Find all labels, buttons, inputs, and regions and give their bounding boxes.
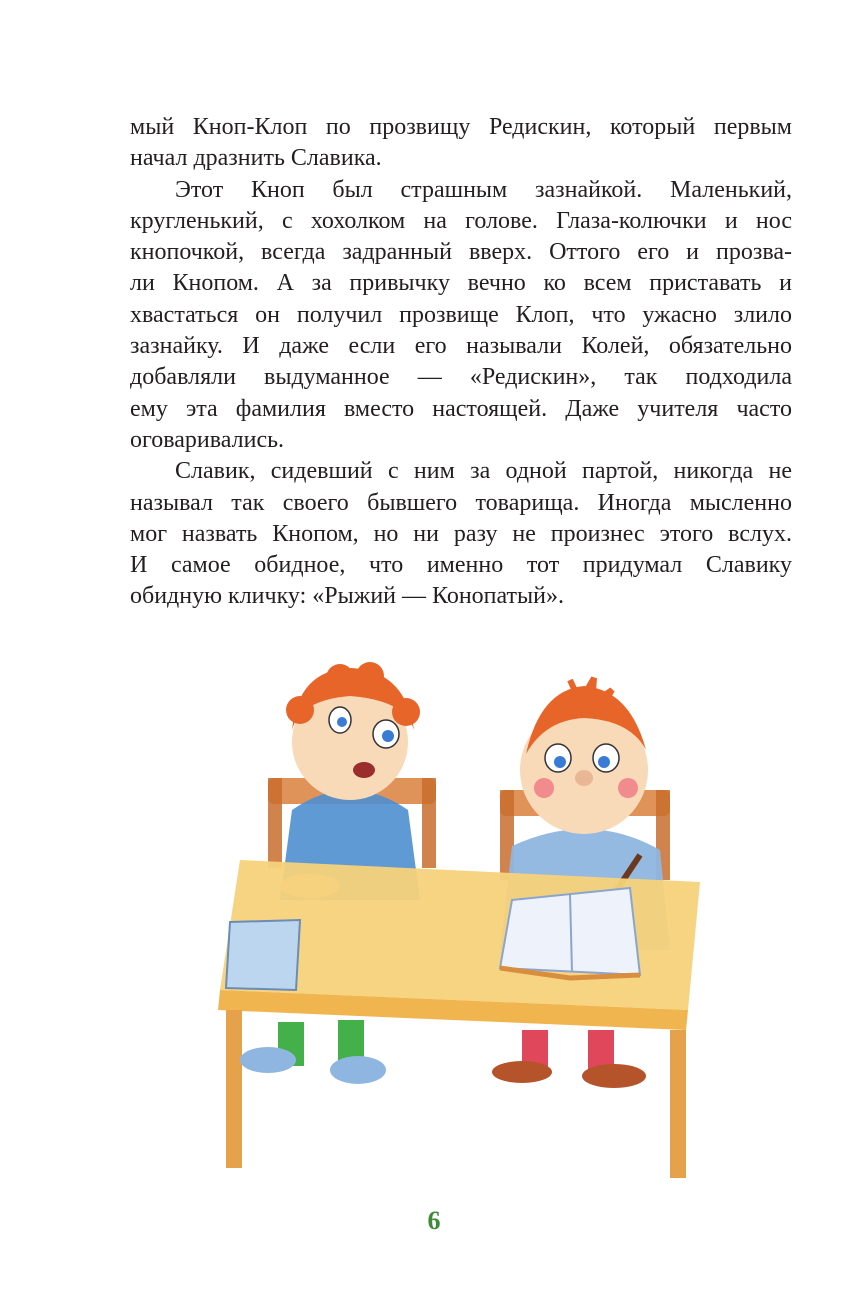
text-line: кнопочкой, всегда задранный вверх. Оттого его и прозва- xyxy=(130,239,792,266)
body-text xyxy=(130,112,792,613)
text-line: обидную кличку: «Рыжий — Конопатый». xyxy=(130,583,564,610)
text-line: кругленький, с хохолком на голове. Глаза-колючки и нос xyxy=(130,207,792,234)
text-line: мог назвать Кнопом, но ни разу не произнес этого вслух. xyxy=(130,520,792,547)
text-line: И самое обидное, что именно тот придумал Славику xyxy=(130,552,792,579)
text-line: хвастаться он получил прозвище Клоп, что ужасно злило xyxy=(130,301,792,328)
text-line: оговаривались. xyxy=(130,426,285,453)
text-line: называл так своего бывшего товарища. Иногда мысленно xyxy=(130,489,792,516)
text-line: Этот Кноп был страшным зазнайкой. Маленький, xyxy=(175,176,792,203)
text-line: ли Кнопом. А за привычку вечно ко всем приставать и xyxy=(130,270,792,297)
text-line: зазнайку. И даже если его называли Колей, обязательно xyxy=(130,333,792,360)
text-line: ему эта фамилия вместо настоящей. Даже учителя часто xyxy=(130,395,792,422)
text-line: Славик, сидевший с ним за одной партой, никогда не xyxy=(175,458,792,485)
paragraph-3 xyxy=(130,456,792,612)
paragraph-1 xyxy=(130,112,792,175)
open-book xyxy=(500,888,640,978)
left-boy-legs xyxy=(240,1020,386,1084)
paragraph-2 xyxy=(130,175,792,457)
illustration-two-boys-at-desk xyxy=(200,650,720,1190)
right-boy-legs xyxy=(492,1030,646,1088)
text-line: мый Кноп-Клоп по прозвищу Редискин, который первым xyxy=(130,114,792,140)
page-number: 6 xyxy=(427,1206,441,1235)
text-line: добавляли выдуманное — «Редискин», так подходила xyxy=(130,364,792,391)
closed-book xyxy=(226,920,300,990)
text-line: начал дразнить Славика. xyxy=(130,145,382,172)
